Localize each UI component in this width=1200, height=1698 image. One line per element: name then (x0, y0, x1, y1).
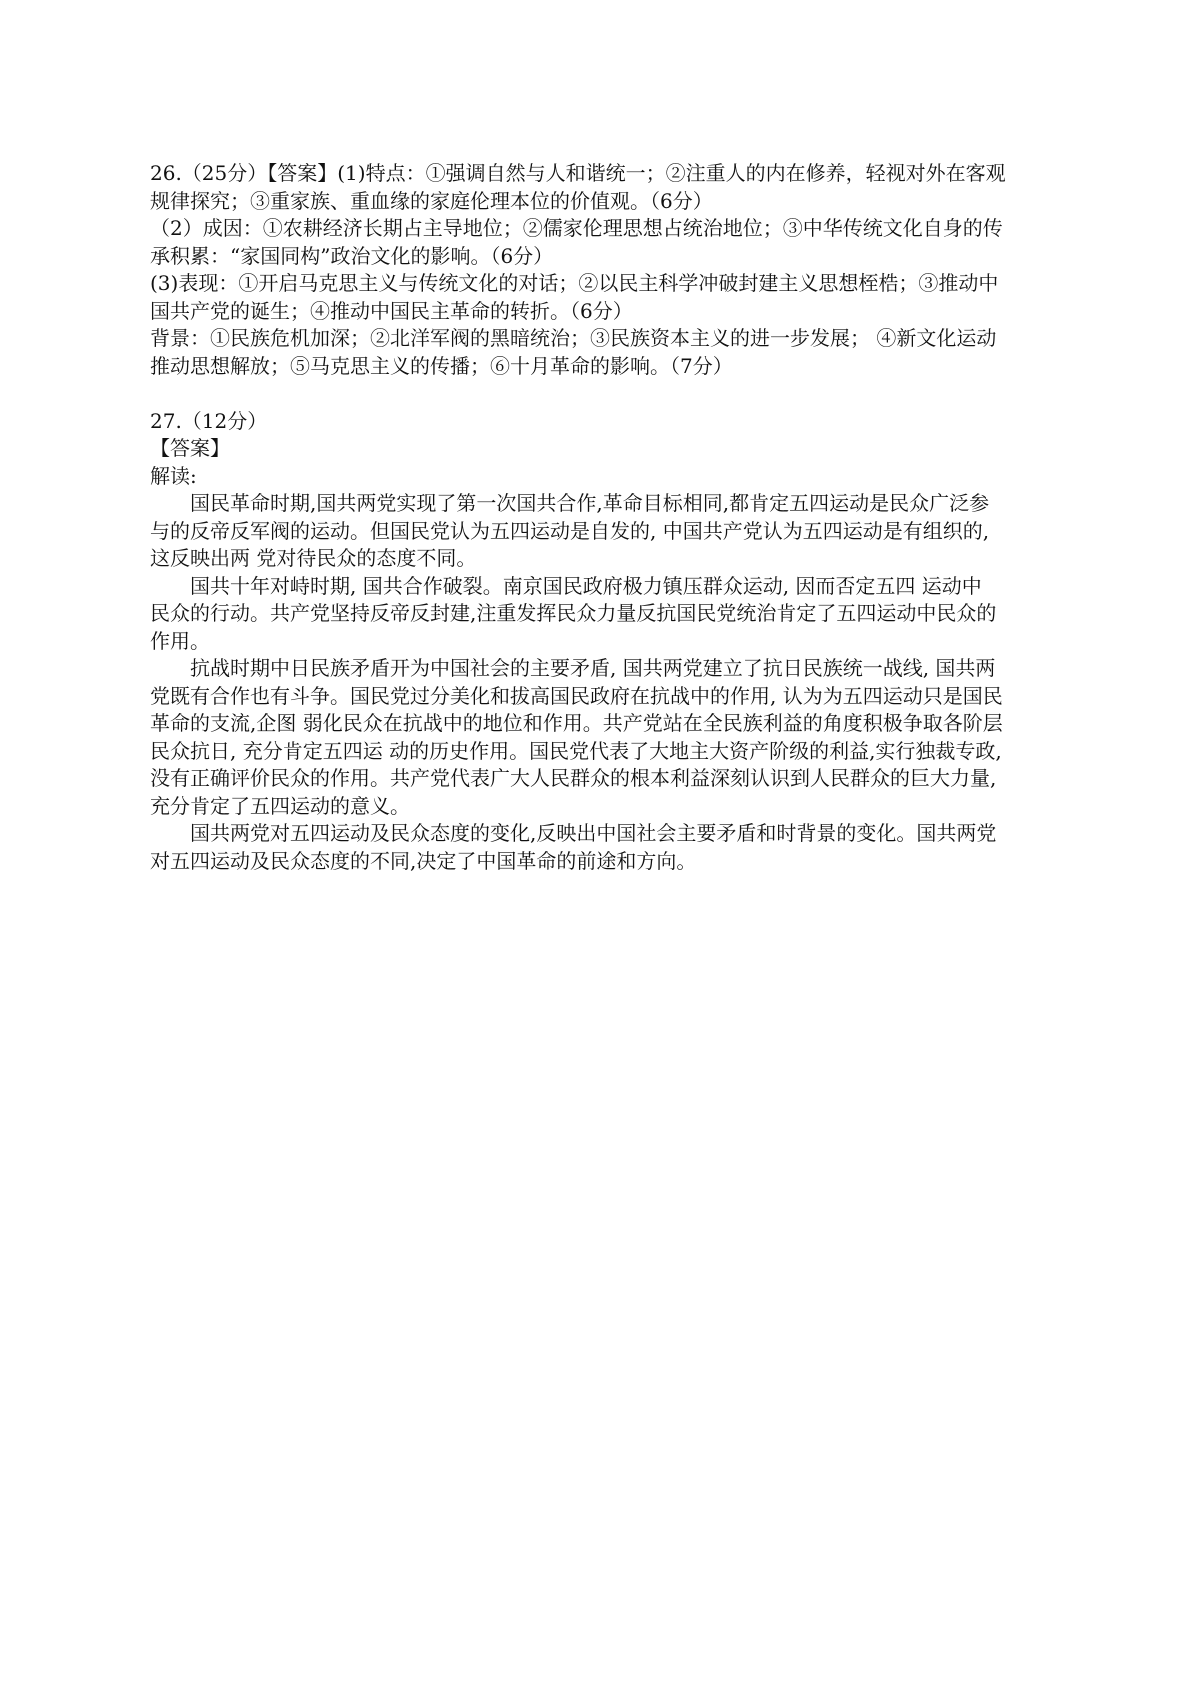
q27-paragraph-3-line-4: 民众抗日, 充分肯定五四运 动的历史作用。国民党代表了大地主大资产阶级的利益,实行独裁专政, (150, 738, 1002, 763)
q26-line-5: (3)表现：①开启马克思主义与传统文化的对话；②以民主科学冲破封建主义思想桎梏；③推动中 (150, 271, 999, 295)
q26-line-3: （2）成因：①农耕经济长期占主导地位；②儒家伦理思想占统治地位；③中华传统文化自身的传 (150, 216, 1003, 240)
q27-paragraph-1-line-2: 与的反帝反军阀的运动。但国民党认为五四运动是自发的, 中国共产党认为五四运动是有组织的, (150, 518, 990, 543)
q26-line-1: 26.（25分）【答案】(1)特点：①强调自然与人和谐统一；②注重人的内在修养，轻视对外在客观 (150, 161, 1006, 185)
q27-paragraph-3-line-6: 充分肯定了五四运动的意义。 (150, 793, 410, 818)
section-spacer (150, 380, 1050, 408)
q26-line-8: 推动思想解放；⑤马克思主义的传播；⑥十月革命的影响。（7分） (150, 353, 733, 378)
q27-answer-label: 【答案】 (150, 436, 230, 460)
q26-line-6: 国共产党的诞生；④推动中国民主革命的转折。（6分） (150, 298, 633, 323)
q27-paragraph-3-line-1: 抗战时期中日民族矛盾开为中国社会的主要矛盾, 国共两党建立了抗日民族统一战线, 国共两 (190, 656, 996, 680)
document-page (150, 160, 1050, 875)
q26-line-2: 规律探究；③重家族、重血缘的家庭伦理本位的价值观。（6分） (150, 188, 713, 213)
q26-line-4: 承积累：“家国同构”政治文化的影响。（6分） (150, 243, 554, 268)
q27-paragraph-3-line-3: 革命的支流,企图 弱化民众在抗战中的地位和作用。共产党站在全民族利益的角度积极争取各阶层 (150, 711, 1003, 735)
question-26-block (150, 160, 1050, 380)
q27-paragraph-3-line-2: 党既有合作也有斗争。国民党过分美化和拔高国民政府在抗战中的作用, 认为为五四运动只是国民 (150, 683, 1003, 708)
question-27-block (150, 408, 1050, 876)
q27-paragraph-2-line-1: 国共十年对峙时期, 国共合作破裂。南京国民政府极力镇压群众运动, 因而否定五四 运动中 (190, 573, 982, 598)
q27-paragraph-2-line-2: 民众的行动。共产党坚持反帝反封建,注重发挥民众力量反抗国民党统治肯定了五四运动中民众的 (150, 601, 997, 625)
q26-line-7: 背景：①民族危机加深；②北洋军阀的黑暗统治；③民族资本主义的进一步发展； ④新文化运动 (150, 326, 997, 350)
q27-paragraph-3-line-5: 没有正确评价民众的作用。共产党代表广大人民群众的根本利益深刻认识到人民群众的巨大力量, (150, 766, 997, 790)
q27-paragraph-1-line-3: 这反映出两 党对待民众的态度不同。 (150, 546, 477, 570)
q27-paragraph-4-line-1: 国共两党对五四运动及民众态度的变化,反映出中国社会主要矛盾和时背景的变化。国共两党 (190, 821, 997, 845)
q27-reading-label: 解读: (150, 463, 197, 488)
q27-paragraph-4-line-2: 对五四运动及民众态度的不同,决定了中国革命的前途和方向。 (150, 848, 697, 873)
q27-paragraph-1-line-1: 国民革命时期,国共两党实现了第一次国共合作,革命目标相同,都肯定五四运动是民众广泛参 (190, 491, 990, 515)
q27-header: 27.（12分） (150, 408, 268, 433)
q27-paragraph-2-line-3: 作用。 (150, 628, 210, 653)
